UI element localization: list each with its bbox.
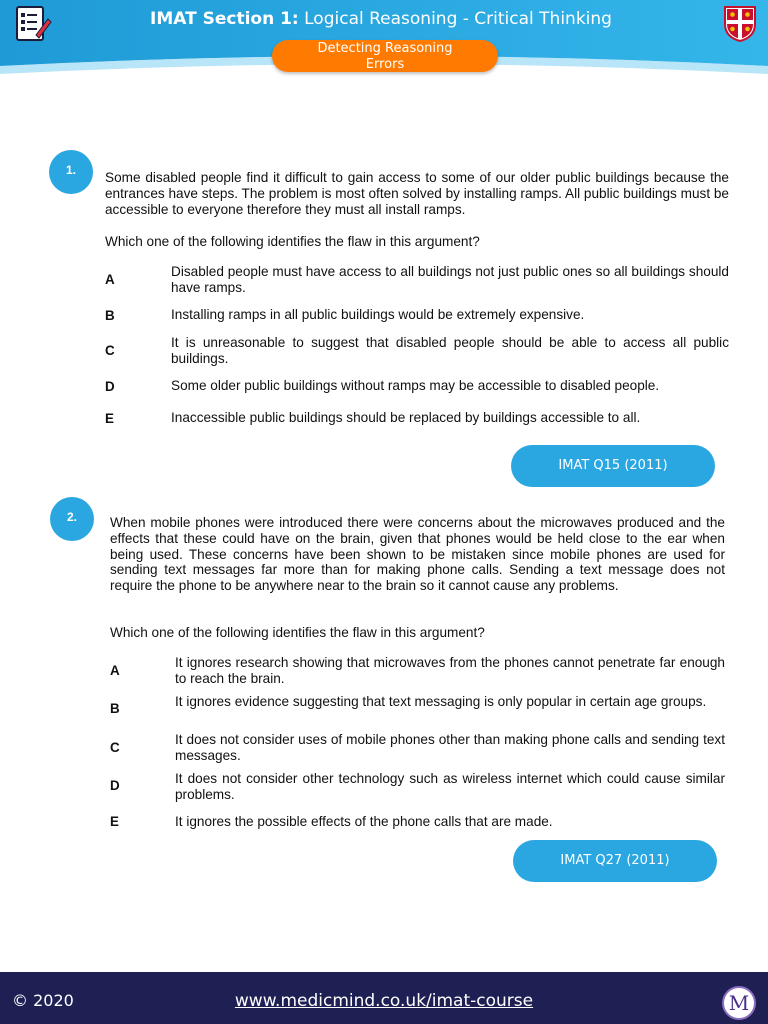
option-text-b[interactable]: It ignores evidence suggesting that text messaging is only popular in certain age groups. bbox=[175, 694, 707, 709]
title-section: IMAT Section 1: bbox=[150, 9, 299, 29]
question-prompt: Which one of the following identifies the flaw in this argument? bbox=[105, 234, 480, 249]
option-letter-a: A bbox=[110, 663, 120, 678]
source-reference-button[interactable]: IMAT Q15 (2011) bbox=[511, 445, 715, 487]
title-topic: Logical Reasoning - Critical Thinking bbox=[298, 9, 612, 29]
option-text-e[interactable]: It ignores the possible effects of the phone calls that are made. bbox=[175, 814, 553, 829]
question-number-badge: 2. bbox=[50, 497, 94, 541]
page-footer bbox=[0, 972, 768, 1024]
checklist-icon bbox=[14, 5, 52, 43]
option-text-b[interactable]: Installing ramps in all public buildings would be extremely expensive. bbox=[171, 307, 585, 322]
option-text-d[interactable]: It does not consider other technology such as wireless internet which could cause similar problems. bbox=[175, 771, 725, 802]
option-letter-a: A bbox=[105, 272, 115, 287]
option-letter-c: C bbox=[105, 343, 115, 358]
option-letter-b: B bbox=[105, 308, 115, 323]
source-reference-button[interactable]: IMAT Q27 (2011) bbox=[513, 840, 717, 882]
question-prompt: Which one of the following identifies the flaw in this argument? bbox=[110, 625, 485, 640]
option-text-c[interactable]: It does not consider uses of mobile phones other than making phone calls and sending text messages. bbox=[175, 732, 725, 763]
question-number-badge: 1. bbox=[49, 150, 93, 194]
option-text-a[interactable]: Disabled people must have access to all buildings not just public ones so all buildings should have ramps. bbox=[171, 264, 729, 295]
option-text-e[interactable]: Inaccessible public buildings should be replaced by buildings accessible to all. bbox=[171, 410, 641, 425]
option-letter-c: C bbox=[110, 740, 120, 755]
option-letter-e: E bbox=[105, 411, 114, 426]
university-crest-icon bbox=[724, 6, 756, 42]
question-stem: Some disabled people find it difficult to gain access to some of our older public buildings because the entrances have steps. The problem is most often solved by installing ramps. All public buildings must be accessible to everyone therefore they must all install ramps. bbox=[105, 170, 729, 217]
topic-line-2: Errors bbox=[365, 57, 405, 72]
question-stem: When mobile phones were introduced there were concerns about the microwaves produced and the effects that these could have on the brain, given that phones would be held close to the ear when being used. These concerns have been shown to be mistaken since mobile phones are used for sending text messages far more than for making phone calls. Sending a text message does not require the phone to be anywhere near to the brain so it cannot cause any problems. bbox=[110, 515, 725, 594]
topic-badge bbox=[272, 40, 498, 72]
page-title bbox=[150, 9, 670, 29]
copyright-text: © 2020 bbox=[12, 991, 74, 1010]
option-letter-e: E bbox=[110, 814, 119, 829]
option-text-c[interactable]: It is unreasonable to suggest that disabled people should be able to access all public buildings. bbox=[171, 335, 729, 366]
option-letter-d: D bbox=[105, 379, 115, 394]
option-letter-b: B bbox=[110, 701, 120, 716]
course-link[interactable]: www.medicmind.co.uk/imat-course bbox=[234, 991, 534, 1011]
option-letter-d: D bbox=[110, 778, 120, 793]
medicmind-logo-icon: M bbox=[722, 986, 756, 1020]
page-header bbox=[0, 0, 768, 80]
option-text-a[interactable]: It ignores research showing that microwaves from the phones cannot penetrate far enough to reach the brain. bbox=[175, 655, 725, 686]
option-text-d[interactable]: Some older public buildings without ramps may be accessible to disabled people. bbox=[171, 378, 660, 393]
topic-line-1: Detecting Reasoning bbox=[317, 41, 453, 56]
